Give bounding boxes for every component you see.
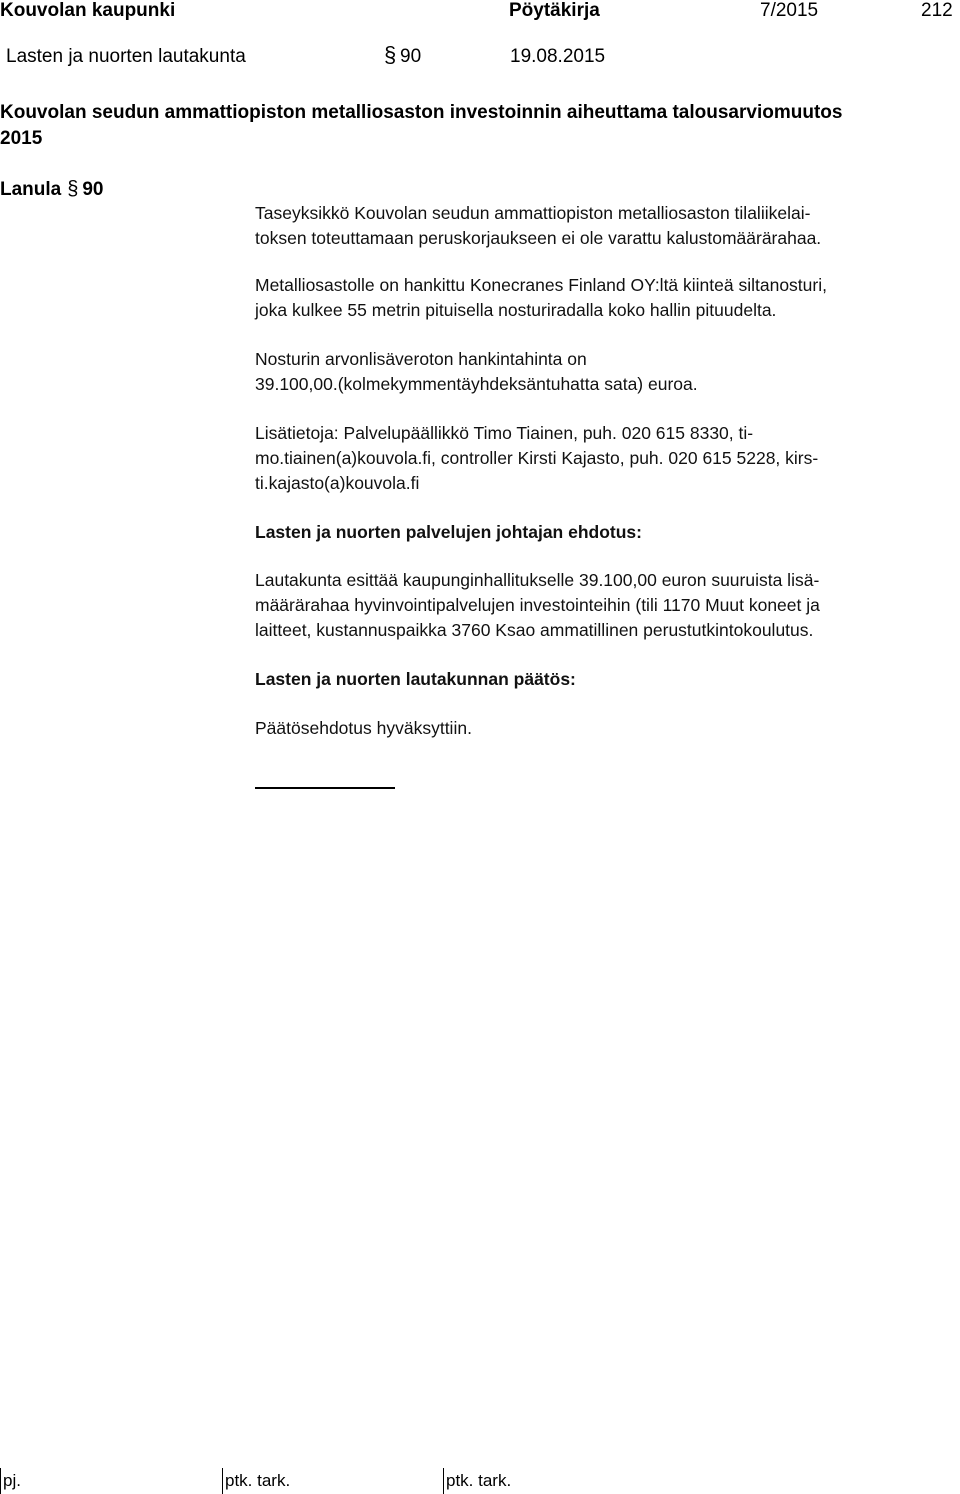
section-sign-icon: § (67, 178, 79, 200)
paragraph-decision (255, 716, 955, 741)
title-line: 2015 (0, 128, 43, 149)
text-line: 39.100,00.(kolmekymmentäyhdeksäntuhatta sata) euroa. (255, 374, 698, 394)
footer-reviewer-2: ptk. tark. (443, 1468, 646, 1494)
text-line: mo.tiainen(a)kouvola.fi, controller Kirsti Kajasto, puh. 020 615 5228, kirs- (255, 448, 819, 468)
text-line: Metalliosastolle on hankittu Konecranes Finland OY:ltä kiinteä siltanosturi, (255, 275, 827, 295)
proposal-heading (255, 520, 955, 545)
text-line: ti.kajasto(a)kouvola.fi (255, 473, 420, 493)
footer-reviewer-1: ptk. tark. (222, 1468, 425, 1494)
text-line: joka kulkee 55 metrin pituisella nosturiradalla koko hallin pituudelta. (255, 300, 777, 320)
text-line: Lautakunta esittää kaupunginhallitukselle 39.100,00 euron suuruista lisä- (255, 570, 820, 590)
page-number: 212 (921, 0, 953, 21)
decision-heading (255, 667, 955, 692)
page-title (0, 100, 955, 152)
text-line: Nosturin arvonlisäveroton hankintahinta on (255, 349, 587, 369)
title-line: Kouvolan seudun ammattiopiston metalliosaston investoinnin aiheuttama talousarviomuutos (0, 102, 843, 123)
text-line: laitteet, kustannuspaikka 3760 Ksao ammatillinen perustutkintokoulutus. (255, 620, 814, 640)
meeting-date: 19.08.2015 (510, 46, 606, 67)
section-sign-icon: § (384, 42, 397, 67)
text-line: toksen toteuttamaan peruskorjaukseen ei ole varattu kalustomäärärahaa. (255, 228, 822, 248)
footer-chair: pj. (0, 1468, 203, 1494)
paragraph-crane (255, 273, 955, 323)
board-name: Lasten ja nuorten lautakunta (6, 46, 246, 67)
organization-name: Kouvolan kaupunki (0, 0, 176, 21)
header-section-number: 90 (400, 46, 422, 67)
text-line: Päätösehdotus hyväksyttiin. (255, 718, 472, 738)
paragraph-proposal (255, 568, 955, 643)
heading-text: Lasten ja nuorten palvelujen johtajan ehdotus: (255, 522, 642, 542)
text-line: määrärahaa hyvinvointipalvelujen investointeihin (tili 1170 Muut koneet ja (255, 595, 820, 615)
text-line: Taseyksikkö Kouvolan seudun ammattiopiston metalliosaston tilaliikelai- (255, 203, 811, 223)
paragraph-funding (255, 201, 955, 251)
section-reference (0, 177, 104, 202)
issue-number: 7/2015 (760, 0, 819, 21)
section-name: Lanula (0, 179, 62, 200)
section-number: 90 (82, 179, 104, 200)
signature-line (255, 787, 395, 789)
paragraph-contact (255, 421, 955, 496)
text-line: Lisätietoja: Palvelupäällikkö Timo Tiainen, puh. 020 615 8330, ti- (255, 423, 754, 443)
paragraph-price (255, 347, 955, 397)
document-type: Pöytäkirja (509, 0, 600, 21)
heading-text: Lasten ja nuorten lautakunnan päätös: (255, 669, 576, 689)
